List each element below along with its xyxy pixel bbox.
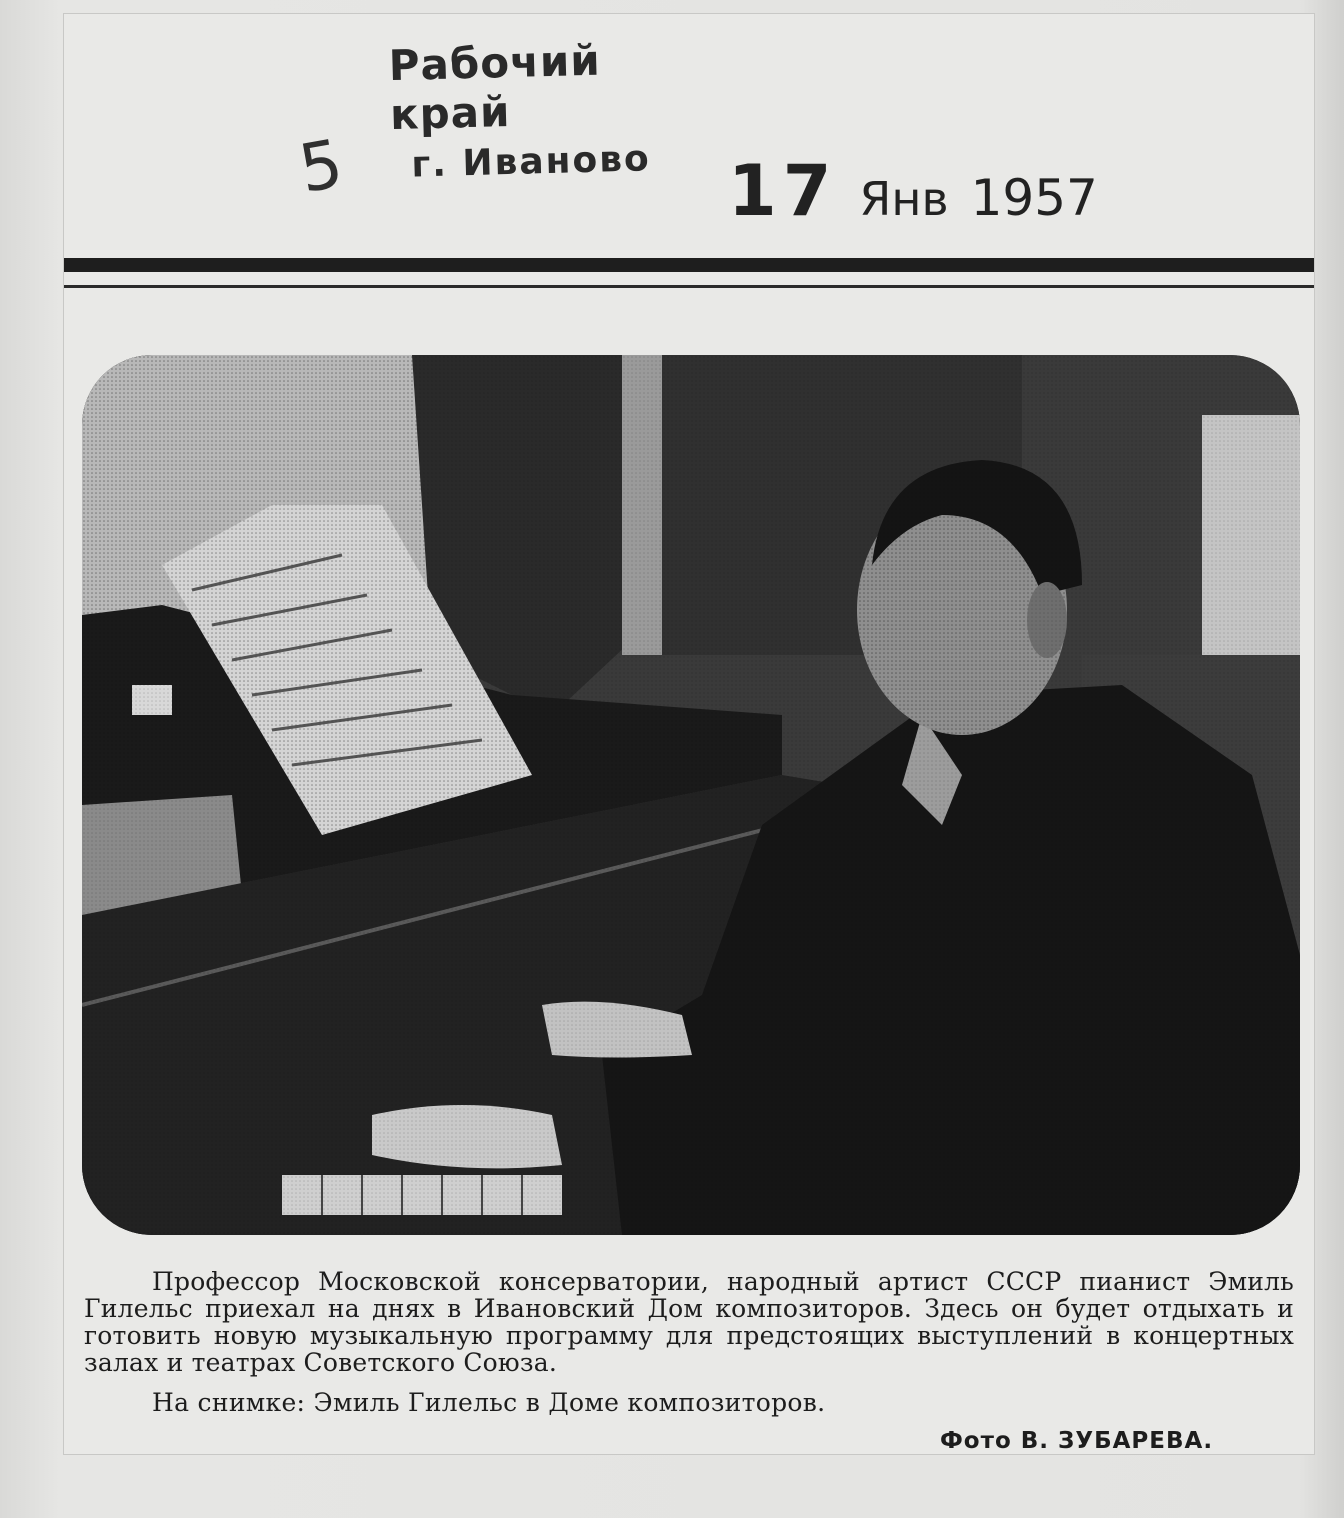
newspaper-stamp bbox=[328, 33, 692, 187]
date-stamp bbox=[728, 150, 1098, 232]
separator-thin bbox=[64, 285, 1314, 288]
date-day: 17 bbox=[728, 150, 838, 232]
date-year: 1957 bbox=[970, 169, 1098, 227]
date-month: Янв bbox=[859, 172, 949, 226]
handwritten-number: 5 bbox=[293, 124, 349, 209]
stamp-city: г. Иваново bbox=[410, 138, 652, 186]
separator-thick bbox=[64, 258, 1314, 272]
photo-credit: Фото В. ЗУБАРЕВА. bbox=[940, 1428, 1214, 1454]
photo-pianist bbox=[82, 355, 1300, 1235]
photo-illustration bbox=[82, 355, 1300, 1235]
stamp-paper-name: Рабочий край bbox=[388, 35, 602, 140]
photo-note: На снимке: Эмиль Гилельс в Доме композиторов. bbox=[152, 1388, 826, 1417]
photo-caption: Профессор Московской консерватории, народный артист СССР пианист Эмиль Гилельс приехал на днях в Ивановский Дом композиторов. Здесь он будет отдыхать и готовить новую музыкальную программу для предстоящих выступлений в концертных залах и театрах Советского Союза. bbox=[84, 1267, 1294, 1377]
